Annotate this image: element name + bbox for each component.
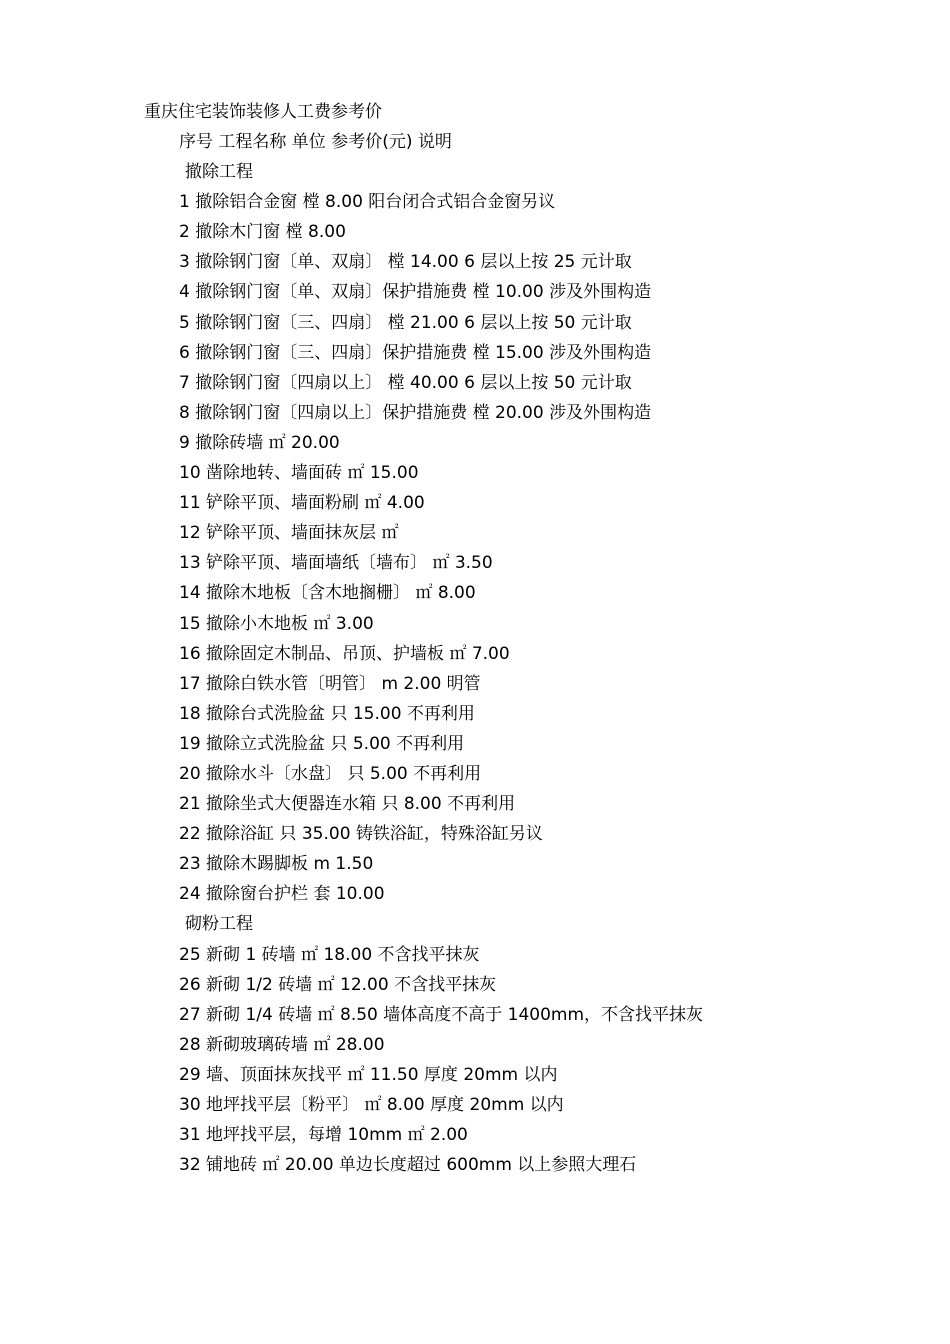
list-item: 29 墙、顶面抹灰找平 ㎡ 11.50 厚度 20mm 以内 [179, 1064, 558, 1085]
list-item: 19 撤除立式洗脸盆 只 5.00 不再利用 [179, 733, 465, 754]
list-item: 26 新砌 1/2 砖墙 ㎡ 12.00 不含找平抹灰 [179, 974, 497, 995]
list-item: 5 撤除钢门窗〔三、四扇〕 樘 21.00 6 层以上按 50 元计取 [179, 312, 632, 333]
list-item: 12 铲除平顶、墙面抹灰层 ㎡ [179, 523, 399, 544]
list-item: 8 撤除钢门窗〔四扇以上〕保护措施费 樘 20.00 涉及外围构造 [179, 402, 652, 423]
list-item: 1 撤除铝合金窗 樘 8.00 阳台闭合式铝合金窗另议 [179, 192, 556, 213]
list-item: 3 撤除钢门窗〔单、双扇〕 樘 14.00 6 层以上按 25 元计取 [179, 252, 632, 273]
list-item: 2 撤除木门窗 樘 8.00 [179, 222, 346, 243]
list-item: 23 撤除木踢脚板 m 1.50 [179, 854, 374, 875]
header-row: 序号 工程名称 单位 参考价(元) 说明 [179, 132, 452, 152]
list-item: 13 铲除平顶、墙面墙纸〔墙布〕 ㎡ 3.50 [179, 553, 493, 574]
list-item: 15 撤除小木地板 ㎡ 3.00 [179, 613, 374, 634]
list-item: 9 撤除砖墙 ㎡ 20.00 [179, 432, 340, 453]
list-item: 21 撤除坐式大便器连水箱 只 8.00 不再利用 [179, 794, 516, 815]
list-item: 30 地坪找平层〔粉平〕 ㎡ 8.00 厚度 20mm 以内 [179, 1095, 564, 1115]
list-item: 25 新砌 1 砖墙 ㎡ 18.00 不含找平抹灰 [179, 944, 480, 965]
list-item: 22 撤除浴缸 只 35.00 铸铁浴缸，特殊浴缸另议 [179, 824, 543, 845]
list-item: 28 新砌玻璃砖墙 ㎡ 28.00 [179, 1034, 385, 1055]
list-item: 14 撤除木地板〔含木地搁栅〕 ㎡ 8.00 [179, 583, 476, 604]
document-title: 重庆住宅装饰装修人工费参考价 [144, 102, 382, 122]
list-item: 6 撤除钢门窗〔三、四扇〕保护措施费 樘 15.00 涉及外围构造 [179, 342, 652, 363]
list-item: 4 撤除钢门窗〔单、双扇〕保护措施费 樘 10.00 涉及外围构造 [179, 282, 652, 303]
section-heading: 砌粉工程 [185, 914, 253, 935]
list-item: 31 地坪找平层，每增 10mm ㎡ 2.00 [179, 1125, 468, 1146]
list-item: 10 凿除地转、墙面砖 ㎡ 15.00 [179, 463, 419, 484]
list-item: 20 撤除水斗〔水盘〕 只 5.00 不再利用 [179, 763, 482, 784]
list-item: 17 撤除白铁水管〔明管〕 m 2.00 明管 [179, 673, 481, 694]
list-item: 18 撤除台式洗脸盆 只 15.00 不再利用 [179, 703, 475, 724]
list-item: 24 撤除窗台护栏 套 10.00 [179, 884, 385, 905]
list-item: 32 铺地砖 ㎡ 20.00 单边长度超过 600mm 以上参照大理石 [179, 1155, 637, 1176]
list-item: 11 铲除平顶、墙面粉刷 ㎡ 4.00 [179, 493, 425, 514]
price-list [179, 131, 703, 1184]
list-item: 16 撤除固定木制品、吊顶、护墙板 ㎡ 7.00 [179, 643, 510, 664]
list-item: 27 新砌 1/4 砖墙 ㎡ 8.50 墙体高度不高于 1400mm，不含找平抹灰 [179, 1004, 704, 1025]
list-item: 7 撤除钢门窗〔四扇以上〕 樘 40.00 6 层以上按 50 元计取 [179, 372, 632, 393]
section-heading: 撤除工程 [185, 162, 253, 183]
